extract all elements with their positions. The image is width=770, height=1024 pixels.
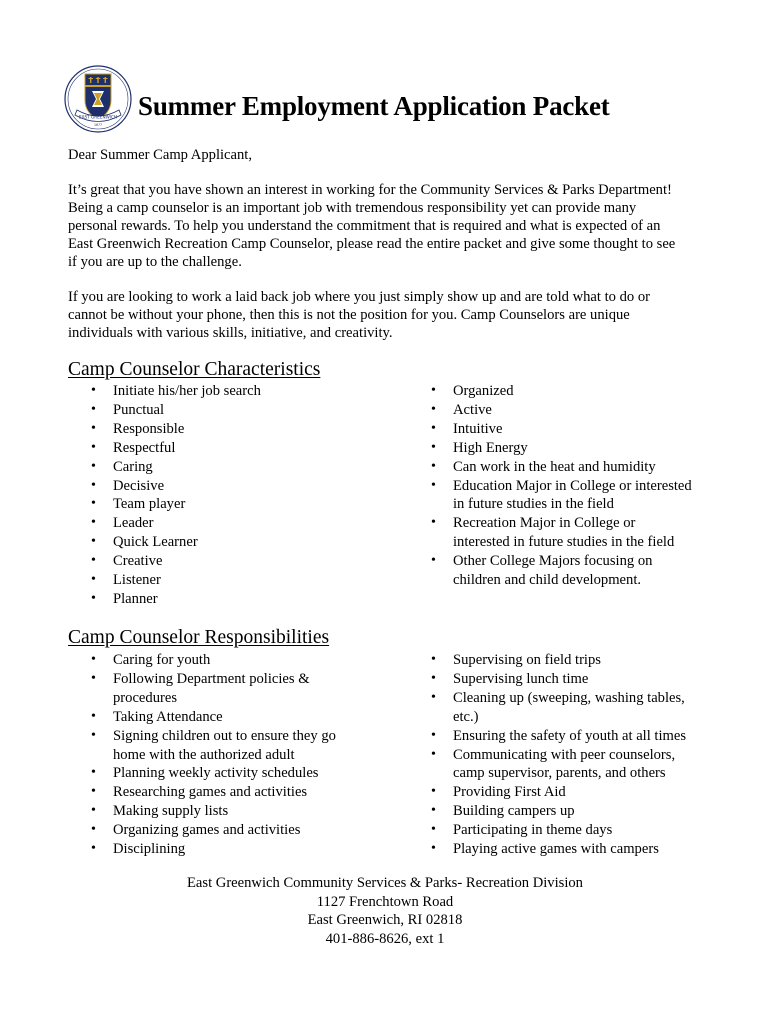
list-item-text: • Providing First Aid bbox=[453, 784, 566, 801]
list-item bbox=[87, 439, 387, 458]
list-item-text: • Supervising lunch time bbox=[453, 670, 589, 687]
list-item-text: home with the authorized adult bbox=[113, 746, 295, 763]
list-item-text: interested in future studies in the field bbox=[453, 534, 675, 551]
characteristics-list-right bbox=[427, 382, 727, 590]
list-item-text: • Researching games and activities bbox=[113, 784, 308, 801]
list-item-text: • Caring for youth bbox=[113, 652, 211, 668]
list-item bbox=[87, 533, 387, 552]
characteristics-list-left bbox=[87, 382, 387, 609]
paragraph-line: If you are looking to work a laid back job where you just simply show up and are told what to do or bbox=[68, 289, 651, 305]
list-item bbox=[87, 840, 387, 859]
list-item bbox=[87, 590, 387, 609]
list-item bbox=[427, 821, 727, 840]
list-item-text: • Taking Attendance bbox=[113, 708, 223, 725]
seal-year-text: 1677 bbox=[93, 123, 103, 127]
list-item bbox=[427, 382, 727, 401]
paragraph-line: Being a camp counselor is an important job with tremendous responsibility yet can provide many bbox=[68, 200, 637, 216]
list-item bbox=[87, 571, 387, 590]
list-item-text: • Playing active games with campers bbox=[453, 841, 659, 858]
footer-address bbox=[0, 874, 770, 948]
list-item bbox=[427, 651, 727, 670]
list-item bbox=[87, 651, 387, 670]
characteristics-heading: Camp Counselor Characteristics bbox=[68, 359, 321, 380]
list-item-text: • Planning weekly activity schedules bbox=[113, 765, 319, 782]
greeting: Dear Summer Camp Applicant, bbox=[68, 147, 253, 163]
list-item bbox=[427, 439, 727, 458]
list-item-text: • Decisive bbox=[113, 477, 165, 494]
list-item bbox=[427, 458, 727, 477]
list-item bbox=[87, 821, 387, 840]
list-item bbox=[427, 802, 727, 821]
list-item bbox=[87, 708, 387, 727]
list-item-text: • Building campers up bbox=[453, 803, 575, 820]
list-item-text: • Can work in the heat and humidity bbox=[453, 458, 656, 475]
list-item bbox=[427, 670, 727, 689]
list-item bbox=[427, 689, 727, 727]
responsibilities-heading: Camp Counselor Responsibilities bbox=[68, 627, 330, 648]
list-item bbox=[427, 727, 727, 746]
list-item-text: • Responsible bbox=[113, 420, 185, 437]
list-item bbox=[87, 552, 387, 571]
list-item-text: • Punctual bbox=[113, 401, 165, 418]
footer-street: 1127 Frenchtown Road bbox=[316, 893, 454, 910]
list-item-text: • Listener bbox=[113, 572, 161, 589]
seal-graphic bbox=[63, 64, 133, 134]
list-item-text: • Signing children out to ensure they go bbox=[113, 727, 336, 744]
list-item-text: • Initiate his/her job search bbox=[113, 383, 261, 399]
list-item-text: • Following Department policies & bbox=[113, 670, 310, 687]
paragraph-line: personal rewards. To help you understand the commitment that is required and what is expected of an bbox=[68, 218, 661, 234]
list-item-text: etc.) bbox=[453, 708, 479, 725]
list-item-text: • Active bbox=[453, 401, 492, 418]
list-item bbox=[87, 670, 387, 708]
list-item-text: • Organized bbox=[453, 383, 514, 399]
list-item-text: • Making supply lists bbox=[113, 803, 229, 820]
list-item bbox=[427, 783, 727, 802]
responsibilities-list-left bbox=[87, 651, 387, 859]
list-item-text: • Quick Learner bbox=[113, 534, 198, 551]
list-item bbox=[87, 727, 387, 765]
list-item bbox=[87, 401, 387, 420]
footer-phone: 401-886-8626, ext 1 bbox=[325, 930, 445, 947]
list-item-text: • Planner bbox=[113, 590, 158, 607]
list-item-text: • Participating in theme days bbox=[453, 822, 613, 839]
list-item-text: procedures bbox=[113, 689, 178, 706]
list-item bbox=[427, 552, 727, 590]
list-item bbox=[87, 477, 387, 496]
list-item-text: • Cleaning up (sweeping, washing tables, bbox=[453, 689, 685, 706]
list-item bbox=[427, 746, 727, 784]
responsibilities-list-right bbox=[427, 651, 727, 859]
paragraph-line: cannot be without your phone, then this is not the position for you. Camp Counselors are unique bbox=[68, 307, 630, 323]
list-item bbox=[87, 764, 387, 783]
paragraph-line: It’s great that you have shown an interest in working for the Community Services & Parks Department! bbox=[68, 182, 672, 198]
footer-city: East Greenwich, RI 02818 bbox=[307, 912, 463, 929]
page-title: Summer Employment Application Packet bbox=[138, 91, 610, 121]
list-item-text: • Communicating with peer counselors, bbox=[453, 746, 676, 763]
paragraph-line: East Greenwich Recreation Camp Counselor, please read the entire packet and give some thought to see bbox=[68, 236, 676, 252]
list-item bbox=[427, 514, 727, 552]
list-item-text: in future studies in the field bbox=[453, 496, 614, 513]
list-item-text: • Other College Majors focusing on bbox=[453, 553, 653, 570]
intro-paragraph-2 bbox=[68, 288, 718, 342]
list-item-text: • Organizing games and activities bbox=[113, 822, 301, 839]
list-item-text: • Recreation Major in College or bbox=[453, 515, 636, 532]
list-item-text: • Leader bbox=[113, 515, 154, 532]
intro-paragraph-1 bbox=[68, 181, 718, 271]
list-item-text: • Intuitive bbox=[453, 420, 503, 437]
list-item bbox=[87, 382, 387, 401]
list-item-text: • Respectful bbox=[113, 439, 176, 456]
list-item-text: • Ensuring the safety of youth at all times bbox=[453, 727, 687, 744]
paragraph-line: individuals with various skills, initiative, and creativity. bbox=[68, 325, 393, 341]
list-item-text: • Caring bbox=[113, 458, 153, 475]
list-item-text: camp supervisor, parents, and others bbox=[453, 765, 666, 782]
list-item-text: • Team player bbox=[113, 496, 186, 513]
list-item bbox=[87, 802, 387, 821]
list-item bbox=[87, 420, 387, 439]
footer-organization: East Greenwich Community Services & Parks- Recreation Division bbox=[187, 875, 583, 891]
list-item bbox=[87, 783, 387, 802]
list-item bbox=[427, 477, 727, 515]
list-item-text: • Supervising on field trips bbox=[453, 652, 601, 668]
list-item-text: • Education Major in College or interested bbox=[453, 477, 692, 494]
list-item bbox=[427, 420, 727, 439]
town-seal-icon bbox=[63, 64, 133, 134]
list-item bbox=[427, 840, 727, 859]
list-item-text: • Creative bbox=[113, 553, 163, 570]
list-item bbox=[427, 401, 727, 420]
list-item bbox=[87, 514, 387, 533]
list-item-text: • Disciplining bbox=[113, 841, 186, 858]
list-item-text: • High Energy bbox=[453, 439, 528, 456]
list-item bbox=[87, 495, 387, 514]
list-item bbox=[87, 458, 387, 477]
seal-banner-text: EAST GREENWICH bbox=[78, 114, 118, 120]
paragraph-line: if you are up to the challenge. bbox=[68, 254, 242, 270]
list-item-text: children and child development. bbox=[453, 572, 642, 589]
